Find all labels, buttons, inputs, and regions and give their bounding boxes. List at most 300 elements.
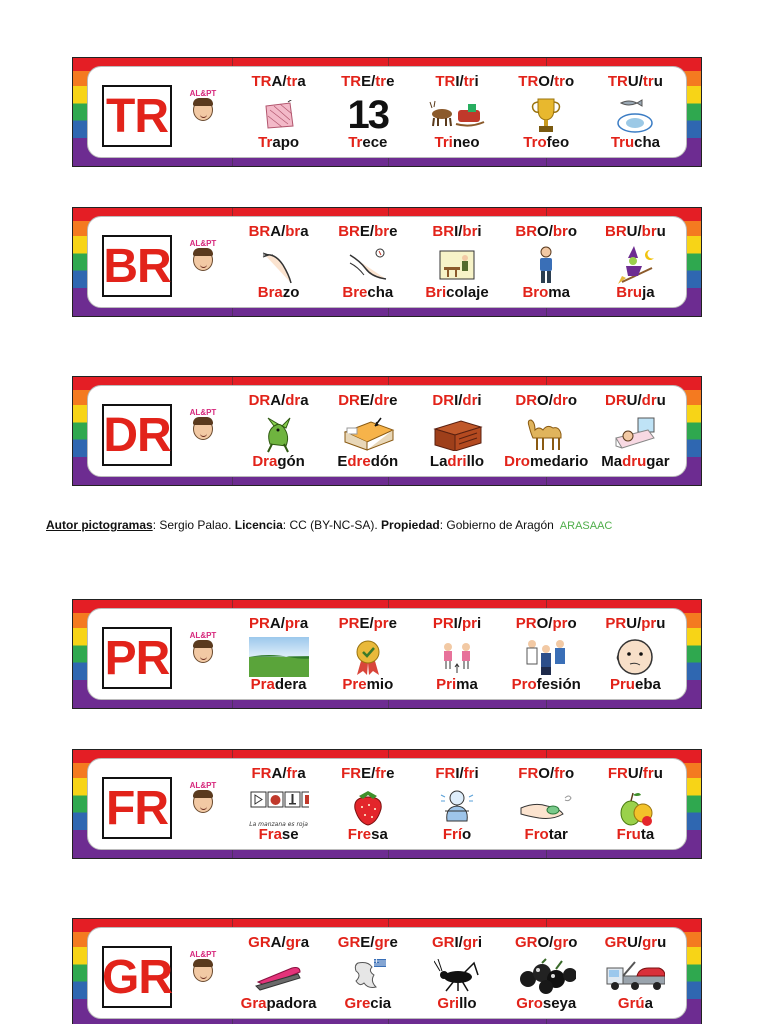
- syllable-upper-vowel: U: [627, 765, 639, 782]
- word-part: colaje: [446, 284, 489, 301]
- word-label: [234, 995, 323, 1012]
- word-label: [502, 995, 591, 1012]
- syllable-cell: [323, 763, 412, 845]
- syllable-lower-vowel: a: [300, 934, 310, 951]
- word-cluster-part: Grú: [617, 995, 645, 1012]
- syllable-lower-vowel: e: [389, 223, 398, 240]
- syllable-lower-cluster: tr: [375, 73, 387, 90]
- syllable-lower-vowel: a: [297, 765, 306, 782]
- syllable-slash: /: [638, 73, 643, 90]
- word-part: mio: [366, 676, 394, 693]
- syllable-lower-cluster: dr: [285, 392, 301, 409]
- syllable-lower-vowel: o: [564, 765, 575, 782]
- syllable-slash: /: [369, 615, 374, 632]
- syllable-upper-cluster: DR: [248, 392, 271, 409]
- syllable-upper-vowel: U: [627, 934, 638, 951]
- alpt-logo: [186, 408, 220, 464]
- syllable-lower-vowel: a: [299, 615, 309, 632]
- syllable-upper-cluster: BR: [515, 223, 538, 240]
- syllable-upper-vowel: A: [270, 934, 282, 951]
- strip-gr: [72, 918, 702, 1024]
- syllable-lower-vowel: a: [297, 73, 306, 90]
- word-label: [412, 134, 501, 151]
- word-cluster-part: Pru: [609, 676, 635, 693]
- alpt-logo: [186, 239, 220, 295]
- syllable-upper-vowel: I: [455, 73, 460, 90]
- syllable-slash: /: [282, 73, 287, 90]
- syllable-upper-cluster: PR: [338, 615, 360, 632]
- syllable-lower-cluster: dr: [552, 392, 568, 409]
- syllable-lower-vowel: e: [389, 392, 398, 409]
- syllable-lower-vowel: a: [300, 223, 309, 240]
- number-13-icon: [338, 92, 398, 137]
- syllable-label: [502, 934, 591, 951]
- thinking-face-icon: [605, 637, 665, 677]
- word-cluster-part: Pra: [250, 676, 275, 693]
- diy-icon: [427, 245, 487, 285]
- word-label: [591, 826, 680, 843]
- word-cluster-part: Tru: [610, 134, 635, 151]
- person-icon: [516, 245, 576, 285]
- syllable-label: [412, 934, 501, 951]
- syllable-cell: [591, 71, 680, 153]
- syllable-slash: /: [370, 934, 375, 951]
- syllable-label: [502, 615, 591, 632]
- tow-truck-icon: [605, 956, 665, 996]
- word-part: sa: [371, 826, 388, 843]
- currant-icon: [516, 956, 576, 996]
- syllable-label: [234, 765, 323, 782]
- credit-owner-value: : Gobierno de Aragón: [439, 518, 554, 532]
- syllable-label: [502, 73, 591, 90]
- syllable-upper-vowel: O: [538, 765, 550, 782]
- strip-dr: [72, 376, 702, 486]
- syllable-upper-cluster: DR: [338, 392, 360, 409]
- word-label: [323, 453, 412, 470]
- word-part: E: [337, 453, 348, 470]
- syllable-slash: /: [549, 73, 555, 90]
- logo-scribble: [186, 273, 220, 278]
- syllable-label: [234, 73, 323, 90]
- syllable-upper-cluster: DR: [432, 392, 455, 409]
- syllable-lower-cluster: br: [641, 223, 657, 240]
- syllable-lower-vowel: o: [567, 615, 577, 632]
- syllable-label: [234, 223, 323, 240]
- syllable-label: [591, 615, 680, 632]
- strip-panel: [87, 758, 687, 850]
- cluster-letter-box: [102, 777, 172, 839]
- word-cluster-part: Fra: [258, 826, 282, 843]
- syllable-cells: [234, 932, 680, 1014]
- syllable-cell: [412, 390, 501, 472]
- syllable-lower-cluster: gr: [462, 934, 478, 951]
- boy-face-icon: [193, 960, 213, 982]
- word-part: ece: [362, 134, 388, 151]
- syllable-slash: /: [548, 615, 553, 632]
- word-part: gar: [646, 453, 670, 470]
- syllable-upper-cluster: DR: [515, 392, 538, 409]
- syllable-upper-vowel: E: [361, 765, 372, 782]
- trophy-icon: [516, 95, 576, 135]
- syllable-cell: [234, 613, 323, 695]
- syllable-upper-vowel: I: [453, 615, 458, 632]
- word-part: llo: [459, 995, 477, 1012]
- syllable-label: [323, 392, 412, 409]
- syllable-upper-vowel: U: [627, 73, 639, 90]
- syllable-upper-vowel: E: [359, 223, 370, 240]
- cluster-letter-box: [102, 946, 172, 1008]
- syllable-slash: /: [458, 392, 463, 409]
- word-part: padora: [266, 995, 317, 1012]
- word-cluster-part: dri: [447, 453, 467, 470]
- word-part: Ma: [601, 453, 623, 470]
- syllable-label: [412, 73, 501, 90]
- syllable-slash: /: [369, 392, 375, 409]
- syllable-label: [591, 73, 680, 90]
- word-label: [323, 284, 412, 301]
- boy-face-icon: [193, 249, 213, 271]
- wound-arm-icon: [338, 245, 398, 285]
- sentence-icon: [249, 787, 309, 827]
- word-label: [323, 134, 412, 151]
- word-cluster-part: Fre: [347, 826, 372, 843]
- alpt-logo-text: AL&PT: [189, 950, 217, 959]
- syllable-upper-vowel: I: [455, 765, 460, 782]
- word-label: [502, 134, 591, 151]
- syllable-cell: [591, 613, 680, 695]
- syllable-lower-cluster: pr: [462, 615, 478, 632]
- word-label: [591, 676, 680, 693]
- syllable-slash: /: [458, 223, 463, 240]
- word-cluster-part: Tro: [523, 134, 547, 151]
- syllable-upper-vowel: A: [270, 223, 282, 240]
- syllable-lower-vowel: i: [474, 73, 479, 90]
- alpt-logo-text: AL&PT: [189, 408, 217, 417]
- cluster-letters: PR: [104, 631, 170, 685]
- cluster-letter-box: [102, 404, 172, 466]
- word-part: tar: [548, 826, 568, 843]
- word-part: seya: [542, 995, 577, 1012]
- medal-icon: [338, 637, 398, 677]
- syllable-lower-cluster: pr: [552, 615, 568, 632]
- word-cluster-part: Fru: [616, 826, 641, 843]
- word-label: [234, 284, 323, 301]
- syllable-upper-vowel: O: [537, 392, 549, 409]
- syllable-upper-vowel: A: [269, 615, 281, 632]
- stapler-icon: [249, 956, 309, 996]
- word-part: se: [281, 826, 299, 843]
- syllable-slash: /: [459, 73, 464, 90]
- syllable-label: [412, 392, 501, 409]
- professionals-icon: [516, 637, 576, 677]
- word-label: [502, 453, 591, 470]
- syllable-upper-vowel: A: [271, 765, 283, 782]
- syllable-upper-cluster: BR: [432, 223, 455, 240]
- strip-fr: [72, 749, 702, 859]
- syllable-upper-vowel: I: [454, 392, 459, 409]
- syllable-lower-cluster: br: [552, 223, 568, 240]
- syllable-cell: [591, 221, 680, 303]
- syllable-upper-cluster: BR: [604, 223, 627, 240]
- syllable-label: [234, 934, 323, 951]
- syllable-lower-cluster: br: [462, 223, 478, 240]
- word-part: ma: [456, 676, 478, 693]
- syllable-lower-vowel: u: [653, 765, 663, 782]
- syllable-cell: [591, 390, 680, 472]
- word-part: fesión: [536, 676, 581, 693]
- syllable-upper-vowel: E: [359, 615, 370, 632]
- cluster-letters: GR: [102, 950, 172, 1004]
- syllable-upper-vowel: O: [537, 223, 549, 240]
- word-label: [412, 826, 501, 843]
- word-cluster-part: Gri: [437, 995, 460, 1012]
- word-label: [323, 995, 412, 1012]
- word-cluster-part: Pre: [342, 676, 367, 693]
- syllable-upper-cluster: PR: [605, 615, 627, 632]
- syllable-label: [323, 765, 412, 782]
- syllable-lower-cluster: br: [374, 223, 390, 240]
- syllable-slash: /: [369, 223, 375, 240]
- syllable-slash: /: [638, 765, 643, 782]
- word-label: [412, 284, 501, 301]
- logo-scribble: [186, 665, 220, 670]
- word-cluster-part: Tr: [348, 134, 363, 151]
- syllable-label: [502, 765, 591, 782]
- syllable-lower-vowel: u: [656, 615, 666, 632]
- syllable-lower-cluster: fr: [463, 765, 475, 782]
- syllable-lower-vowel: o: [567, 223, 578, 240]
- syllable-cell: [412, 932, 501, 1014]
- word-cluster-part: Frí: [442, 826, 462, 843]
- syllable-cell: [502, 71, 591, 153]
- syllable-lower-cluster: dr: [374, 392, 390, 409]
- syllable-lower-cluster: fr: [286, 765, 298, 782]
- syllable-lower-vowel: e: [389, 934, 398, 951]
- strip-panel: [87, 608, 687, 700]
- word-cluster-part: Tri: [434, 134, 453, 151]
- number-text: 13: [347, 92, 389, 137]
- word-label: [591, 134, 680, 151]
- syllable-cell: [502, 763, 591, 845]
- camel-icon: [516, 414, 576, 454]
- syllable-slash: /: [458, 934, 463, 951]
- syllable-lower-vowel: i: [477, 934, 483, 951]
- word-label: [412, 676, 501, 693]
- syllable-cell: [234, 763, 323, 845]
- word-part: zo: [282, 284, 300, 301]
- syllable-slash: /: [548, 223, 553, 240]
- word-part: llo: [466, 453, 485, 470]
- fish-plate-icon: [605, 95, 665, 135]
- fruit-icon: [605, 787, 665, 827]
- syllable-label: [323, 615, 412, 632]
- syllable-upper-cluster: TR: [341, 73, 362, 90]
- strip-tr: [72, 57, 702, 167]
- credit-author-value: : Sergio Palao.: [152, 518, 235, 532]
- syllable-lower-cluster: fr: [554, 765, 565, 782]
- word-part: o: [462, 826, 472, 843]
- syllable-cells: [234, 71, 680, 153]
- alpt-logo-text: AL&PT: [189, 89, 217, 98]
- syllable-cell: [234, 390, 323, 472]
- syllable-upper-cluster: FR: [251, 765, 272, 782]
- alpt-logo: [186, 631, 220, 687]
- syllable-slash: /: [371, 765, 376, 782]
- credit-owner-label: Propiedad: [381, 518, 440, 532]
- syllable-upper-vowel: U: [626, 615, 638, 632]
- word-label: [502, 676, 591, 693]
- syllable-cell: [502, 221, 591, 303]
- alpt-logo-text: AL&PT: [189, 781, 217, 790]
- syllable-lower-cluster: pr: [373, 615, 389, 632]
- word-label: [323, 676, 412, 693]
- syllable-lower-vowel: o: [568, 934, 578, 951]
- syllable-slash: /: [548, 392, 553, 409]
- syllable-slash: /: [637, 392, 642, 409]
- syllable-slash: /: [281, 392, 286, 409]
- arm-icon: [249, 245, 309, 285]
- syllable-label: [323, 223, 412, 240]
- word-cluster-part: dre: [347, 453, 371, 470]
- logo-scribble: [186, 442, 220, 447]
- syllable-upper-vowel: O: [538, 73, 550, 90]
- syllable-cell: [323, 932, 412, 1014]
- word-part: ta: [640, 826, 655, 843]
- credit-author-label: Autor pictogramas: [46, 518, 153, 532]
- syllable-upper-cluster: TR: [518, 73, 539, 90]
- pictogram-credit: [46, 518, 612, 532]
- syllable-slash: /: [282, 765, 287, 782]
- syllable-cell: [412, 71, 501, 153]
- syllable-cell: [591, 932, 680, 1014]
- syllable-upper-cluster: PR: [432, 615, 454, 632]
- syllable-cells: [234, 221, 680, 303]
- syllable-upper-vowel: I: [454, 223, 459, 240]
- syllable-upper-cluster: FR: [435, 765, 456, 782]
- syllable-upper-cluster: FR: [607, 765, 628, 782]
- syllable-upper-cluster: GR: [248, 934, 271, 951]
- word-cluster-part: Bra: [257, 284, 283, 301]
- syllable-slash: /: [281, 223, 286, 240]
- credit-license-value: : CC (BY-NC-SA).: [282, 518, 382, 532]
- strawberry-icon: [338, 787, 398, 827]
- syllable-lower-cluster: tr: [463, 73, 475, 90]
- alpt-logo-text: AL&PT: [189, 239, 217, 248]
- syllable-lower-vowel: e: [388, 615, 397, 632]
- syllable-slash: /: [637, 223, 642, 240]
- syllable-lower-vowel: u: [656, 392, 666, 409]
- word-cluster-part: Pri: [436, 676, 457, 693]
- syllable-cell: [412, 221, 501, 303]
- cold-person-icon: [427, 787, 487, 827]
- syllable-cell: [323, 390, 412, 472]
- syllable-cell: [502, 613, 591, 695]
- word-label: [234, 676, 323, 693]
- word-label: [234, 134, 323, 151]
- word-label: [591, 284, 680, 301]
- cluster-letter-box: [102, 627, 172, 689]
- cluster-letters: DR: [103, 408, 171, 462]
- logo-scribble: [186, 123, 220, 128]
- syllable-label: [591, 765, 680, 782]
- word-part: dón: [370, 453, 399, 470]
- syllable-lower-vowel: i: [474, 765, 479, 782]
- syllable-lower-cluster: tr: [286, 73, 298, 90]
- cricket-icon: [427, 956, 487, 996]
- brick-icon: [427, 414, 487, 454]
- word-part: ja: [642, 284, 655, 301]
- strip-pr: [72, 599, 702, 709]
- word-label: [234, 826, 323, 843]
- syllable-label: [412, 615, 501, 632]
- syllable-lower-vowel: i: [477, 615, 482, 632]
- syllable-upper-cluster: PR: [515, 615, 537, 632]
- syllable-lower-vowel: e: [386, 73, 395, 90]
- cluster-letter-box: [102, 85, 172, 147]
- syllable-upper-cluster: BR: [338, 223, 360, 240]
- syllable-upper-vowel: E: [360, 934, 371, 951]
- word-label: [502, 284, 591, 301]
- alpt-logo: [186, 950, 220, 1006]
- syllable-label: [412, 765, 501, 782]
- syllable-cells: [234, 763, 680, 845]
- syllable-lower-cluster: dr: [641, 392, 657, 409]
- syllable-upper-vowel: O: [537, 934, 550, 951]
- syllable-slash: /: [457, 615, 463, 632]
- word-label: [412, 453, 501, 470]
- word-part: a: [644, 995, 653, 1012]
- syllable-lower-vowel: o: [567, 392, 578, 409]
- credit-license-label: Licencia: [234, 518, 283, 532]
- syllable-label: [323, 73, 412, 90]
- syllable-cell: [591, 763, 680, 845]
- syllable-slash: /: [371, 73, 376, 90]
- boy-face-icon: [193, 99, 213, 121]
- syllable-upper-vowel: U: [626, 392, 638, 409]
- syllable-lower-cluster: pr: [284, 615, 300, 632]
- syllable-upper-cluster: DR: [604, 392, 627, 409]
- arasaac-logo: ARASAAC: [559, 520, 613, 532]
- alpt-logo: [186, 89, 220, 145]
- cluster-letters: FR: [106, 781, 168, 835]
- bed-icon: [338, 414, 398, 454]
- syllable-lower-cluster: br: [285, 223, 301, 240]
- greece-map-icon: [338, 956, 398, 996]
- witch-icon: [605, 245, 665, 285]
- syllable-upper-cluster: GR: [514, 934, 538, 951]
- syllable-cells: [234, 390, 680, 472]
- word-cluster-part: Bru: [616, 284, 643, 301]
- wake-up-icon: [605, 414, 665, 454]
- syllable-lower-cluster: tr: [642, 73, 654, 90]
- syllable-upper-cluster: PR: [249, 615, 270, 632]
- alpt-logo-text: AL&PT: [189, 631, 217, 640]
- syllable-upper-cluster: BR: [248, 223, 271, 240]
- cluster-letters: BR: [103, 239, 171, 293]
- syllable-upper-cluster: GR: [337, 934, 361, 951]
- syllable-cell: [323, 613, 412, 695]
- syllable-label: [591, 223, 680, 240]
- word-part: neo: [452, 134, 480, 151]
- syllable-lower-vowel: u: [657, 934, 667, 951]
- syllable-lower-vowel: i: [477, 392, 482, 409]
- syllable-slash: /: [549, 765, 555, 782]
- boy-face-icon: [193, 791, 213, 813]
- syllable-slash: /: [549, 934, 554, 951]
- word-cluster-part: Pro: [511, 676, 537, 693]
- boy-face-icon: [193, 418, 213, 440]
- syllable-label: [234, 615, 323, 632]
